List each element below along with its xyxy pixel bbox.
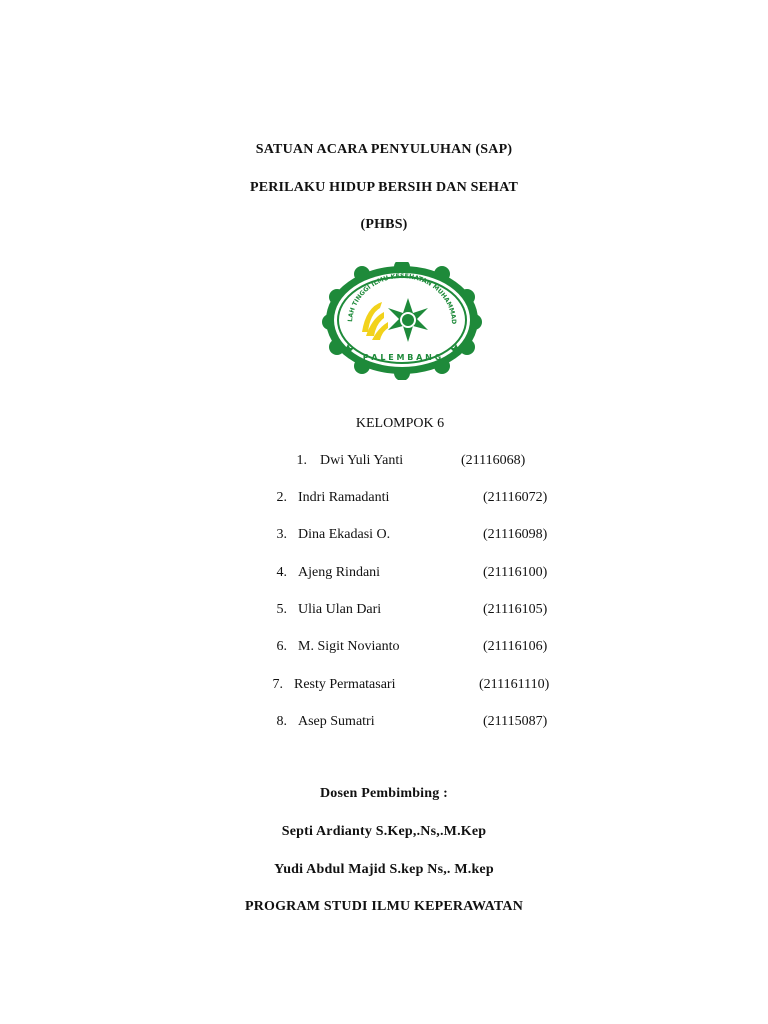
member-id: (21116100) <box>483 565 548 580</box>
program-name: PROGRAM STUDI ILMU KEPERAWATAN <box>244 899 524 914</box>
member-id: (21116072) <box>483 490 548 505</box>
group-label: KELOMPOK 6 <box>355 416 445 431</box>
member-id: (21116098) <box>483 527 548 542</box>
advisor-label: Dosen Pembimbing : <box>319 786 449 801</box>
member-id: (21115087) <box>483 714 548 729</box>
member-number: 2. <box>276 490 287 505</box>
member-id: (21116068) <box>461 453 526 468</box>
member-id: (211161110) <box>479 677 550 692</box>
list-item <box>0 714 768 732</box>
list-item <box>0 565 768 583</box>
member-name: Dina Ekadasi O. <box>298 527 391 542</box>
advisor-2: Yudi Abdul Majid S.kep Ns,. M.kep <box>274 862 494 877</box>
member-number: 3. <box>276 527 287 542</box>
member-id: (21116106) <box>483 639 548 654</box>
advisor-1: Septi Ardianty S.Kep,.Ns,.M.Kep <box>281 824 487 839</box>
member-name: Dwi Yuli Yanti <box>320 453 404 468</box>
list-item <box>0 677 768 695</box>
member-number: 4. <box>276 565 287 580</box>
member-name: Resty Permatasari <box>294 677 396 692</box>
member-name: Ajeng Rindani <box>298 565 381 580</box>
member-name: Indri Ramadanti <box>298 490 390 505</box>
list-item <box>0 453 768 471</box>
member-number: 5. <box>276 602 287 617</box>
list-item <box>0 527 768 545</box>
title-line-1: SATUAN ACARA PENYULUHAN (SAP) <box>255 142 513 157</box>
title-line-3: (PHBS) <box>360 217 408 232</box>
seal-arc-text: LAH TINGGI ILMU KESEHATAN MUHAMMAD <box>347 272 458 325</box>
member-name: M. Sigit Novianto <box>298 639 400 654</box>
member-id: (21116105) <box>483 602 548 617</box>
member-name: Asep Sumatri <box>298 714 375 729</box>
member-number: 8. <box>276 714 287 729</box>
member-number: 1. <box>296 453 307 468</box>
member-name: Ulia Ulan Dari <box>298 602 382 617</box>
list-item <box>0 602 768 620</box>
seal-bottom-text: P A L E M B A N G <box>362 353 442 362</box>
list-item <box>0 639 768 657</box>
list-item <box>0 490 768 508</box>
title-line-2: PERILAKU HIDUP BERSIH DAN SEHAT <box>249 180 519 195</box>
member-number: 7. <box>272 677 283 692</box>
member-number: 6. <box>276 639 287 654</box>
institution-seal-icon <box>322 262 482 380</box>
